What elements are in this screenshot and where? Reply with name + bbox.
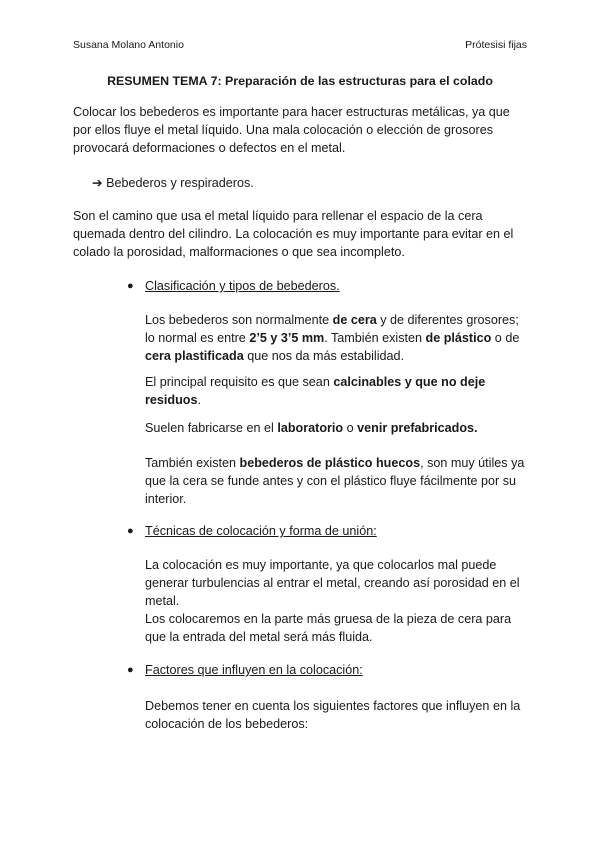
paragraph-hollow-sprues: También existen bebederos de plástico huecos, son muy útiles ya que la cera se funde antes y con el plástico fluye fácilmente por su interior. [145, 456, 525, 506]
bullet-icon: ● [127, 525, 134, 537]
bebederos-description: Son el camino que usa el metal líquido para rellenar el espacio de la cera quemada dentro del cilindro. La colocación es muy importante para evitar en el colado la porosidad, malformaciones o que sea incompleto. [73, 209, 514, 259]
arrow-icon: ➔ [92, 176, 103, 190]
section-heading-text: Factores que influyen en la colocación: [145, 663, 363, 677]
subject-name: Prótesisi fijas [465, 39, 527, 51]
arrow-item-label: Bebederos y respiraderos. [106, 176, 254, 190]
bullet-icon: ● [127, 664, 134, 676]
bullet-icon: ● [127, 280, 134, 292]
paragraph-wax-sprues: Los bebederos son normalmente de cera y de diferentes grosores; lo normal es entre 2’5 y 3’5 mm. También existen de plástico o de cera plastificada que nos da más estabilidad. [145, 313, 520, 363]
paragraph-requirement: El principal requisito es que sean calcinables y que no deje residuos. [145, 375, 486, 407]
page-header [73, 38, 527, 52]
section-heading-text: Clasificación y tipos de bebederos. [145, 279, 340, 293]
paragraph-placement-importance: La colocación es muy importante, ya que colocarlos mal puede generar turbulencias al entrar el metal, creando así porosidad en el metal. [145, 558, 520, 608]
intro-paragraph: Colocar los bebederos es importante para hacer estructuras metálicas, ya que por ellos fluye el metal líquido. Una mala colocación o elección de grosores provocará deformaciones o defectos en el metal. [73, 105, 510, 155]
arrow-list-item [92, 174, 492, 192]
section-heading-text: Técnicas de colocación y forma de unión: [145, 524, 377, 538]
document-title: RESUMEN TEMA 7: Preparación de las estructuras para el colado [107, 74, 493, 88]
paragraph-factors: Debemos tener en cuenta los siguientes factores que influyen en la colocación de los bebederos: [145, 699, 521, 731]
paragraph-fabrication: Suelen fabricarse en el laboratorio o venir prefabricados. [145, 421, 478, 435]
paragraph-placement-location: Los colocaremos en la parte más gruesa de la pieza de cera para que la entrada del metal será más fluida. [145, 612, 512, 644]
author-name: Susana Molano Antonio [73, 39, 184, 51]
